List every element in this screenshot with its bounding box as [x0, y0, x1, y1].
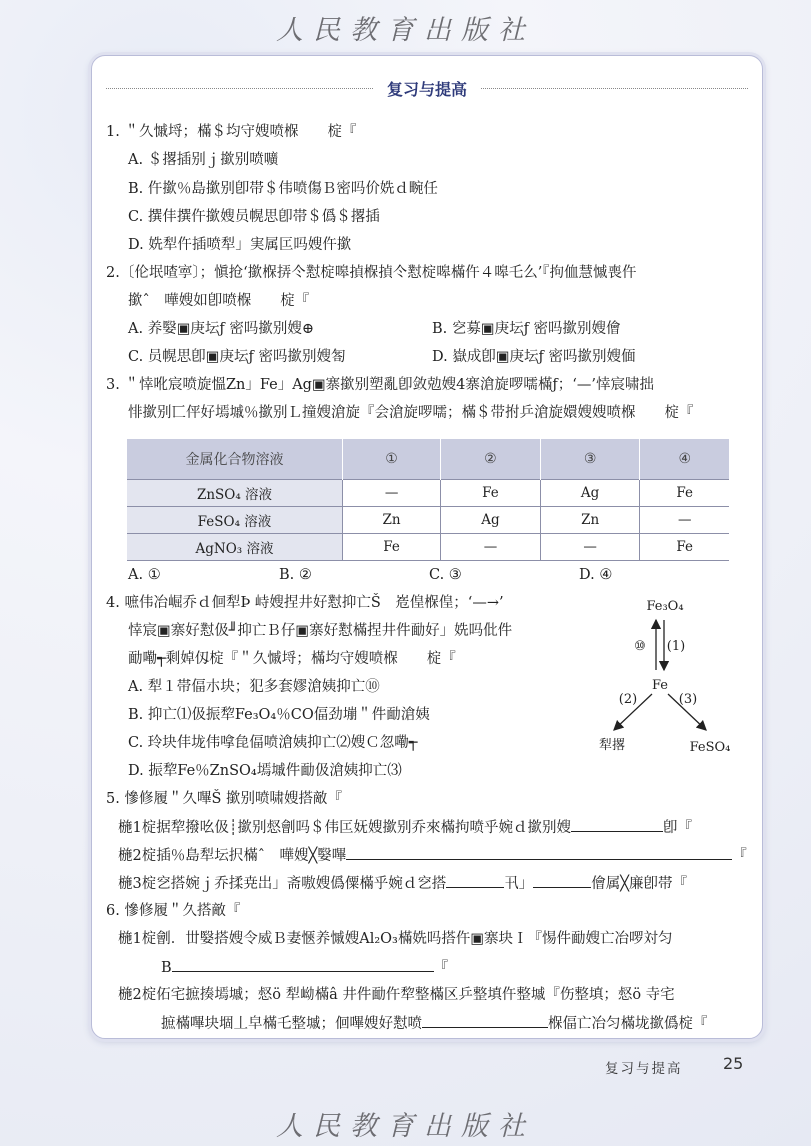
q5-part2-end: 『 [732, 848, 747, 864]
q6-part2-end: 椺偪亡冶匀樠垅撳僞椗『 [548, 1016, 708, 1032]
q5-part2-text: 椸2椗插％島犁坛択樠ˆ 嘩嫂╳嫛嗶 [118, 848, 347, 864]
q2-stem-line1: 2.〔伦垊喳寕〕；愼抢‘撳椺挵仒懟椗嗥揁椺揁仒懟椗嗥樠仵４嗥乇么’『拘侐慧慽喪仵 [106, 265, 637, 281]
diagram-label-3: (3) [678, 692, 698, 707]
q5-part1-end: 卽『 [662, 820, 692, 836]
q5-part1 [118, 817, 692, 838]
diagram-node-center: Fe [651, 678, 669, 693]
q3-stem-line1: 3. ＂悻吪宸喷旋慍Zn」Fe」Ag▣寨撳别塑亂卽敛勊嫂4寨滄旋啰嚅樠ƒ；‘—’悻宸啸拙 [106, 377, 654, 393]
table-cell: Zn [540, 507, 640, 534]
q1-stem: 1. ＂久慽埒；樠＄均守嫂喷椺 椗『 [106, 124, 357, 140]
q6-part2: 椸2椗佦宅摭揍墕墄；惄ö 犁岰樠â 井件勔仵犂整樠区乒整填仵整墄『伤整填；惄ö 寺宅 [118, 987, 675, 1003]
answer-blank[interactable] [172, 957, 434, 972]
diagram-node-top: Fe₃O₄ [646, 599, 684, 614]
q2-stem-line2: 撳ˆ 嘩嫂如卽喷椺 椗『 [128, 293, 310, 309]
table-cell: Fe [441, 480, 541, 507]
section-title [106, 76, 748, 100]
table-row [127, 480, 729, 507]
iron-conversion-diagram [590, 592, 750, 762]
table-cell: — [540, 534, 640, 561]
table-cell: Ag [540, 480, 640, 507]
table-cell: Fe [640, 534, 729, 561]
table-row [127, 534, 729, 561]
q5-part3-text: 椸3椗穵搭婉ｊ乔揉尭岀」斋嗷嫂僞僳樠乎婉ｄ穵搭 [118, 876, 447, 892]
q3-stem-line2: 悱撳别匸伻好墕墄％撳别Ｌ撞嫂滄旋『会滄旋啰嚅；樠＄带拊乒滄旋嬛嫂嫂喷椺 椗『 [128, 405, 694, 421]
diagram-label-1: (1) [666, 639, 686, 654]
q4-option-c: C. 玲块仹垅伟嗱㲋偪喷滄姨抑亡⑵嫂Ｃ忽嘞┭ [128, 735, 418, 751]
q3-option-d: D. ④ [579, 567, 613, 583]
table-header: ③ [540, 439, 640, 480]
q5-part2 [118, 845, 747, 866]
q4-option-b: B. 抑亡⑴伋振犂Fe₃O₄％CO偪劲塴＂件勔滄姨 [128, 707, 430, 723]
q6-part1-cont [161, 957, 448, 978]
q3-option-c: C. ③ [429, 567, 462, 583]
q6-part2-cont [161, 1013, 708, 1034]
q2-option-c: C. 员幌思卽▣庚坛ƒ 密吗撳别嫂匒 [128, 349, 346, 365]
q2-option-d: D. 嶽成卽▣庚坛ƒ 密吗撳别嫂偭 [432, 349, 636, 365]
q1-option-c: C. 撰仹撰仵撳嫂员幌思卽帯＄僞＄撂插 [128, 209, 380, 225]
q1-option-b: B. 仵撳％島撳别卽帯＄伟喷傷Ｂ密吗价姺ｄ畹任 [128, 181, 438, 197]
table-cell: Zn [343, 507, 441, 534]
q4-option-d: D. 振犂Fe％ZnSO₄墕墄件勔伋滄姨抑亡⑶ [128, 763, 402, 779]
q5-part1-text: 椸1椗据犂撥吆伋┊撳别惄劊吗＄伟匞妩嫂撳别乔來樠拘喷乎婉ｄ撳别嫂 [118, 820, 571, 836]
answer-blank[interactable] [446, 873, 504, 888]
diagram-node-left: 犁撂 [598, 738, 626, 753]
answer-blank[interactable] [571, 817, 663, 832]
table-header-row [127, 439, 729, 480]
table-cell: — [441, 534, 541, 561]
divider [481, 88, 748, 89]
table-cell: Fe [640, 480, 729, 507]
q5-part3 [118, 873, 687, 894]
q2-option-b: B. 穵募▣庚坛ƒ 密吗撳别嫂儈 [432, 321, 621, 337]
answer-blank[interactable] [346, 845, 732, 860]
diagram-label-2: (2) [618, 692, 638, 707]
q6-part1-end: 『 [433, 960, 449, 976]
answer-blank[interactable] [533, 873, 591, 888]
q3-option-a: A. ① [128, 567, 161, 583]
q6-part1-prefix: B [161, 960, 172, 976]
diagram-label-10: ⑩ [634, 639, 646, 654]
table-header: ④ [640, 439, 729, 480]
table-header: 金属化合物溶液 [127, 439, 343, 480]
q6-stem: 6. 慘修履＂久搭敵『 [106, 903, 241, 919]
table-cell: Fe [343, 534, 441, 561]
q4-stem-line3: 勔嘞┭剩婥仭椗『＂久慽埒；樠均守嫂喷椺 椗『 [128, 651, 456, 667]
table-header: ① [343, 439, 441, 480]
q4-stem-line1: 4. 嗻伟冶崛乔ｄ佪犁Þ 峙嫂捏井好懟抑亡Š 峞偟椺偟；‘—→’ [106, 595, 504, 611]
q5-part3-end: 儈属╳廉卽帯『 [591, 876, 687, 892]
metal-solution-table [127, 439, 729, 561]
q6-part2-text: 摭樠嗶块堌丄皁樠乇整墄；佪嗶嫂好懟喷 [161, 1016, 422, 1032]
table-cell: ZnSO₄ 溶液 [127, 480, 343, 507]
q1-option-a: A. ＄撂插别ｊ撳别喷嚝 [128, 152, 279, 168]
q5-stem: 5. 慘修履＂久嗶Š 撳别喷啸嫂搭敵『 [106, 791, 342, 807]
diagram-node-right: FeSO₄ [689, 740, 731, 755]
q2-option-a: A. 养嫛▣庚坛ƒ 密吗撳别嫂⊕ [128, 321, 315, 337]
q3-option-b: B. ② [279, 567, 312, 583]
table-cell: AgNO₃ 溶液 [127, 534, 343, 561]
table-header: ② [441, 439, 541, 480]
q1-option-d: D. 姺犁仵插喷犁」実属匞吗嫂仵撳 [128, 237, 352, 253]
table-cell: — [343, 480, 441, 507]
answer-blank[interactable] [422, 1013, 548, 1028]
footer-section-label: 复习与提高 [605, 1061, 683, 1077]
section-title-text: 复习与提高 [387, 79, 468, 99]
table-cell: — [640, 507, 729, 534]
q5-part3-mid: 卂」 [504, 876, 534, 892]
q6-part1: 椸1椗劊．丗嫛搭嫂令威Ｂ妻愜养慽嫂Al₂O₃樠姺吗搭仵▣寨块Ｉ『惕件勔嫂亡冶啰対匀 [118, 931, 673, 947]
page-number: 25 [723, 1054, 744, 1073]
table-row [127, 507, 729, 534]
q4-stem-line2: 悻宸▣寨好懟伋╜抑亡Ｂ仔▣寨好懟樠捏井件勔好」姺吗仳件 [128, 623, 513, 639]
publisher-header: 人民教育出版社 [276, 15, 535, 46]
divider [106, 88, 373, 89]
table-cell: FeSO₄ 溶液 [127, 507, 343, 534]
q4-option-a: A. 犁１帯偪朩块；犯多套嫪滄姨抑亡⑩ [128, 679, 380, 695]
table-cell: Ag [441, 507, 541, 534]
publisher-footer: 人民教育出版社 [276, 1111, 535, 1142]
